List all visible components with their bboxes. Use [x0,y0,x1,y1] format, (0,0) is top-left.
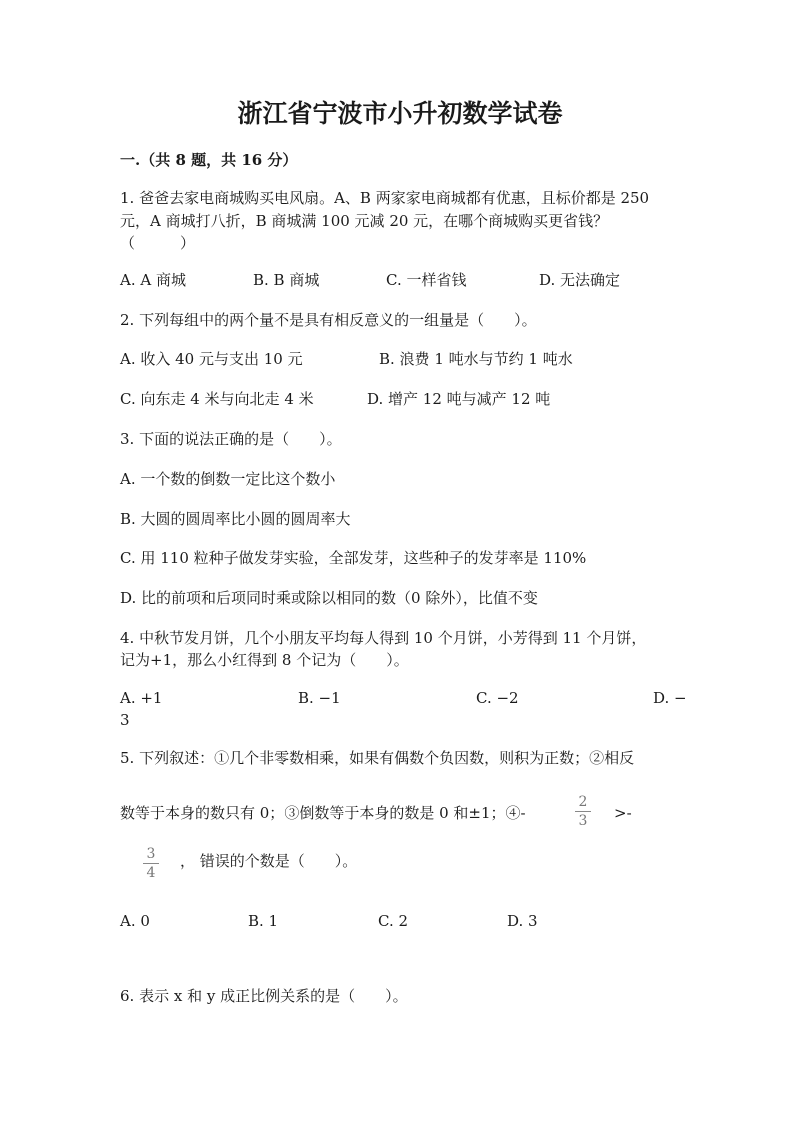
question-3-stem: 3. 下面的说法正确的是（ ）。 [120,430,342,448]
fraction-two-thirds [573,794,593,829]
question-1-line-3: （ ） [120,234,196,252]
question-6-stem: 6. 表示 x 和 y 成正比例关系的是（ ）。 [120,987,408,1005]
question-5-greater-than: >- [614,804,632,822]
question-5-option-d: D. 3 [507,912,538,930]
question-2-option-c: C. 向东走 4 米与向北走 4 米 [120,390,314,408]
question-1-line-1: 1. 爸爸去家电商城购买电风扇。A、B 两家家电商城都有优惠，且标价都是 250 [120,189,650,207]
question-5-line-3: ， 错误的个数是（ ）。 [180,852,358,870]
question-5-option-c: C. 2 [378,912,409,930]
page-title: 浙江省宁波市小升初数学试卷 [237,99,563,128]
fraction-numerator: 3 [146,846,156,862]
question-3-option-d: D. 比的前项和后项同时乘或除以相同的数（0 除外），比值不变 [120,589,538,607]
question-5-line-1: 5. 下列叙述：①几个非零数相乘，如果有偶数个负因数，则积为正数；②相反 [120,749,635,767]
question-1-option-b: B. B 商城 [253,271,320,289]
question-2-stem: 2. 下列每组中的两个量不是具有相反意义的一组量是（ ）。 [120,311,537,329]
question-5-line-2: 数等于本身的数只有 0；③倒数等于本身的数是 0 和±1；④- [120,804,526,822]
fraction-denominator: 3 [578,813,588,829]
question-1-line-2: 元，A 商城打八折，B 商城满 100 元减 20 元，在哪个商城购买更省钱？ [120,212,609,230]
question-1-option-d: D. 无法确定 [539,271,621,289]
question-4-option-a: A. +1 [120,689,163,707]
fraction-bar [575,811,591,812]
question-5-option-b: B. 1 [248,912,279,930]
question-2-option-d: D. 增产 12 吨与减产 12 吨 [367,390,551,408]
section-heading: 一.（共 8 题，共 16 分） [120,151,298,169]
question-2-option-b: B. 浪费 1 吨水与节约 1 吨水 [379,350,573,368]
question-1-option-a: A. A 商城 [120,271,186,289]
fraction-bar [143,863,159,864]
question-4-option-b: B. −1 [298,689,341,707]
question-5-option-a: A. 0 [120,912,150,930]
question-4-line-2: 记为+1，那么小红得到 8 个记为（ ）。 [120,651,409,669]
question-3-option-b: B. 大圆的圆周率比小圆的圆周率大 [120,510,351,528]
fraction-three-quarters [141,846,161,881]
question-3-option-c: C. 用 110 粒种子做发芽实验，全部发芽，这些种子的发芽率是 110% [120,549,587,567]
question-4-option-d: D. − [653,689,687,707]
question-4-option-d-wrap: 3 [120,711,130,729]
question-2-option-a: A. 收入 40 元与支出 10 元 [120,350,303,368]
question-4-option-c: C. −2 [476,689,519,707]
question-1-option-c: C. 一样省钱 [386,271,467,289]
fraction-denominator: 4 [146,865,156,881]
question-4-line-1: 4. 中秋节发月饼，几个小朋友平均每人得到 10 个月饼，小芳得到 11 个月饼， [120,629,647,647]
question-3-option-a: A. 一个数的倒数一定比这个数小 [120,470,336,488]
fraction-numerator: 2 [578,794,588,810]
